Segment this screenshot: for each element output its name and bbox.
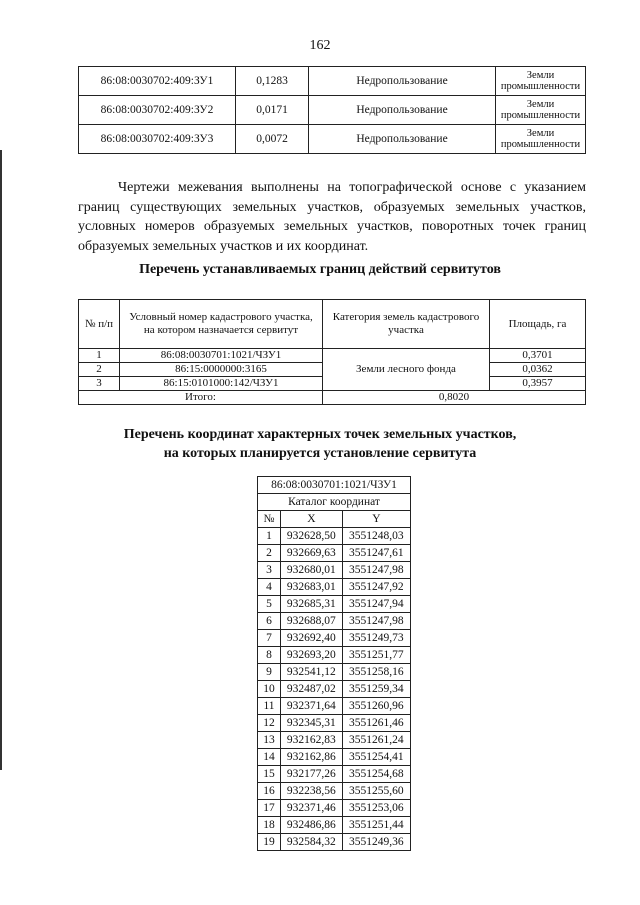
coordinates-heading-line2: на которых планируется установление сервитута xyxy=(163,446,477,461)
category-cell: Земли промышленности xyxy=(496,96,586,125)
point-number-cell: 17 xyxy=(258,800,281,817)
y-coordinate-cell: 3551261,46 xyxy=(342,715,410,732)
y-coordinate-cell: 3551255,60 xyxy=(342,783,410,800)
x-coordinate-cell: 932692,40 xyxy=(281,630,343,647)
point-number-cell: 8 xyxy=(258,647,281,664)
area-cell: 0,3957 xyxy=(490,377,586,391)
coordinates-table xyxy=(257,476,411,851)
servitude-table xyxy=(78,299,586,405)
coordinate-row xyxy=(258,613,411,630)
table-row xyxy=(79,67,586,96)
table-row xyxy=(79,96,586,125)
page-number: 162 xyxy=(309,38,331,53)
y-coordinate-cell: 3551261,24 xyxy=(342,732,410,749)
x-coordinate-cell: 932680,01 xyxy=(281,562,343,579)
col-header-number: Условный номер кадастрового участка, на котором назначается сервитут xyxy=(120,300,323,349)
use-cell: Недропользование xyxy=(309,96,496,125)
body-paragraph: Чертежи межевания выполнены на топографической основе с указанием границ существующих земельных участков, образуемых земельных участков, условных номеров образуемых земельных участков, поворотных точек границ образуемых земельных участков и их координат. xyxy=(78,180,586,254)
coord-col-y: Y xyxy=(342,511,410,528)
cadastral-number-cell: 86:08:0030702:409:ЗУ2 xyxy=(79,96,236,125)
point-number-cell: 14 xyxy=(258,749,281,766)
x-coordinate-cell: 932685,31 xyxy=(281,596,343,613)
point-number-cell: 6 xyxy=(258,613,281,630)
total-value-cell: 0,8020 xyxy=(323,391,586,405)
coordinate-row xyxy=(258,783,411,800)
point-number-cell: 15 xyxy=(258,766,281,783)
coordinate-row xyxy=(258,681,411,698)
category-cell: Земли промышленности xyxy=(496,125,586,154)
coordinate-row xyxy=(258,647,411,664)
total-label-cell: Итого: xyxy=(79,391,323,405)
x-coordinate-cell: 932693,20 xyxy=(281,647,343,664)
x-coordinate-cell: 932162,86 xyxy=(281,749,343,766)
coordinate-row xyxy=(258,562,411,579)
coord-table-subtitle: Каталог координат xyxy=(258,494,411,511)
point-number-cell: 1 xyxy=(258,528,281,545)
use-cell: Недропользование xyxy=(309,67,496,96)
col-header-category: Категория земель кадастрового участка xyxy=(323,300,490,349)
point-number-cell: 11 xyxy=(258,698,281,715)
area-cell: 0,0171 xyxy=(236,96,309,125)
y-coordinate-cell: 3551260,96 xyxy=(342,698,410,715)
coordinate-row xyxy=(258,834,411,851)
row-number-cell: 3 xyxy=(79,377,120,391)
coordinates-heading-line1: Перечень координат характерных точек земельных участков, xyxy=(123,427,517,442)
y-coordinate-cell: 3551247,92 xyxy=(342,579,410,596)
coordinate-row xyxy=(258,766,411,783)
coordinate-row xyxy=(258,528,411,545)
cadastral-number-cell: 86:08:0030702:409:ЗУ1 xyxy=(79,67,236,96)
x-coordinate-cell: 932162,83 xyxy=(281,732,343,749)
point-number-cell: 7 xyxy=(258,630,281,647)
y-coordinate-cell: 3551251,77 xyxy=(342,647,410,664)
y-coordinate-cell: 3551248,03 xyxy=(342,528,410,545)
coordinate-row xyxy=(258,732,411,749)
x-coordinate-cell: 932683,01 xyxy=(281,579,343,596)
y-coordinate-cell: 3551251,44 xyxy=(342,817,410,834)
point-number-cell: 10 xyxy=(258,681,281,698)
point-number-cell: 13 xyxy=(258,732,281,749)
table-row xyxy=(79,125,586,154)
cadastral-number-cell: 86:15:0000000:3165 xyxy=(120,363,323,377)
coord-col-x: X xyxy=(281,511,343,528)
point-number-cell: 2 xyxy=(258,545,281,562)
total-row xyxy=(79,391,586,405)
coordinate-row xyxy=(258,664,411,681)
coordinate-row xyxy=(258,545,411,562)
area-cell: 0,3701 xyxy=(490,349,586,363)
row-number-cell: 1 xyxy=(79,349,120,363)
point-number-cell: 5 xyxy=(258,596,281,613)
x-coordinate-cell: 932688,07 xyxy=(281,613,343,630)
category-merged-cell: Земли лесного фонда xyxy=(323,349,490,391)
x-coordinate-cell: 932371,64 xyxy=(281,698,343,715)
y-coordinate-cell: 3551249,36 xyxy=(342,834,410,851)
coordinates-heading xyxy=(0,425,640,463)
point-number-cell: 19 xyxy=(258,834,281,851)
servitude-heading: Перечень устанавливаемых границ действий сервитутов xyxy=(139,262,501,277)
coord-col-n: № xyxy=(258,511,281,528)
x-coordinate-cell: 932669,63 xyxy=(281,545,343,562)
col-header-area: Площадь, га xyxy=(490,300,586,349)
cadastral-number-cell: 86:08:0030701:1021/ЧЗУ1 xyxy=(120,349,323,363)
x-coordinate-cell: 932541,12 xyxy=(281,664,343,681)
coordinate-row xyxy=(258,579,411,596)
col-header-n: № п/п xyxy=(79,300,120,349)
coordinate-row xyxy=(258,800,411,817)
x-coordinate-cell: 932628,50 xyxy=(281,528,343,545)
use-cell: Недропользование xyxy=(309,125,496,154)
x-coordinate-cell: 932371,46 xyxy=(281,800,343,817)
coordinate-row xyxy=(258,715,411,732)
area-cell: 0,0072 xyxy=(236,125,309,154)
point-number-cell: 16 xyxy=(258,783,281,800)
point-number-cell: 9 xyxy=(258,664,281,681)
y-coordinate-cell: 3551258,16 xyxy=(342,664,410,681)
y-coordinate-cell: 3551254,41 xyxy=(342,749,410,766)
x-coordinate-cell: 932177,26 xyxy=(281,766,343,783)
coordinate-row xyxy=(258,749,411,766)
y-coordinate-cell: 3551259,34 xyxy=(342,681,410,698)
coordinate-row xyxy=(258,698,411,715)
y-coordinate-cell: 3551247,98 xyxy=(342,562,410,579)
coordinate-row xyxy=(258,817,411,834)
y-coordinate-cell: 3551247,94 xyxy=(342,596,410,613)
row-number-cell: 2 xyxy=(79,363,120,377)
y-coordinate-cell: 3551249,73 xyxy=(342,630,410,647)
cadastral-number-cell: 86:15:0101000:142/ЧЗУ1 xyxy=(120,377,323,391)
point-number-cell: 12 xyxy=(258,715,281,732)
category-cell: Земли промышленности xyxy=(496,67,586,96)
area-cell: 0,0362 xyxy=(490,363,586,377)
coord-table-title: 86:08:0030701:1021/ЧЗУ1 xyxy=(258,477,411,494)
coordinate-row xyxy=(258,596,411,613)
point-number-cell: 18 xyxy=(258,817,281,834)
x-coordinate-cell: 932487,02 xyxy=(281,681,343,698)
area-cell: 0,1283 xyxy=(236,67,309,96)
y-coordinate-cell: 3551253,06 xyxy=(342,800,410,817)
point-number-cell: 4 xyxy=(258,579,281,596)
cadastral-number-cell: 86:08:0030702:409:ЗУ3 xyxy=(79,125,236,154)
land-plots-table xyxy=(78,66,586,154)
y-coordinate-cell: 3551254,68 xyxy=(342,766,410,783)
x-coordinate-cell: 932584,32 xyxy=(281,834,343,851)
point-number-cell: 3 xyxy=(258,562,281,579)
x-coordinate-cell: 932486,86 xyxy=(281,817,343,834)
x-coordinate-cell: 932345,31 xyxy=(281,715,343,732)
coordinate-row xyxy=(258,630,411,647)
x-coordinate-cell: 932238,56 xyxy=(281,783,343,800)
y-coordinate-cell: 3551247,61 xyxy=(342,545,410,562)
table-row xyxy=(79,349,586,363)
y-coordinate-cell: 3551247,98 xyxy=(342,613,410,630)
